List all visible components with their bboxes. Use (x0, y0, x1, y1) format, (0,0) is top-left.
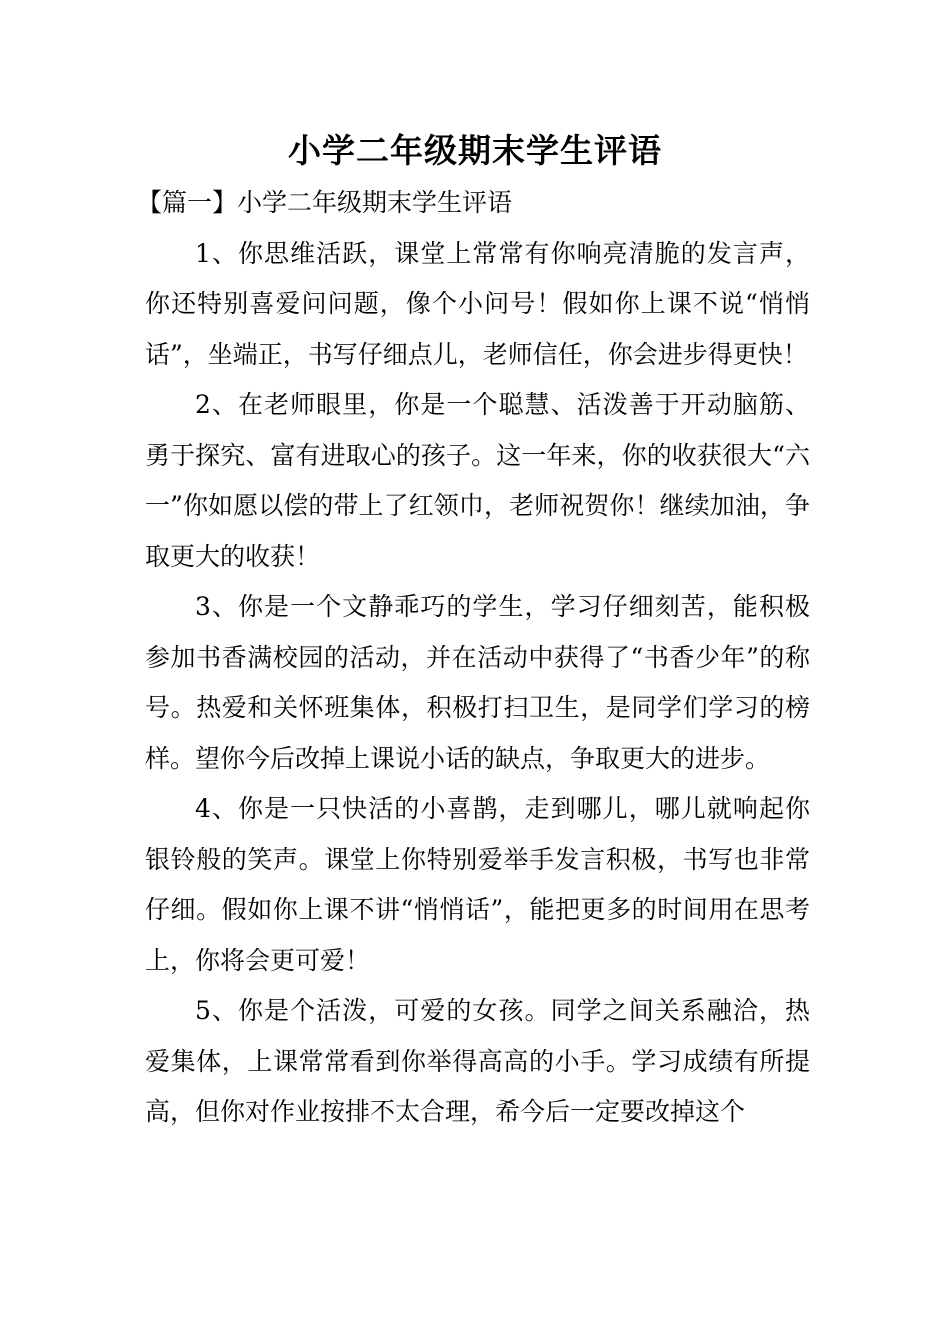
document-body (137, 178, 810, 1138)
section-heading: 【篇一】小学二年级期末学生评语 (137, 188, 513, 217)
paragraph-3: 3、你是一个文静乖巧的学生，学习仔细刻苦，能积极参加书香满校园的活动，并在活动中获得了“书香少年”的称号。热爱和关怀班集体，积极打扫卫生，是同学们学习的榜样。望你今后改掉上课说小话的缺点，争取更大的进步。 (145, 592, 810, 773)
paragraph-2: 2、在老师眼里，你是一个聪慧、活泼善于开动脑筋、勇于探究、富有进取心的孩子。这一年来，你的收获很大“六一”你如愿以偿的带上了红领巾，老师祝贺你！继续加油，争取更大的收获！ (145, 390, 810, 571)
paragraph-5: 5、你是个活泼，可爱的女孩。同学之间关系融洽，热爱集体，上课常常看到你举得高高的小手。学习成绩有所提高，但你对作业按排不太合理，希今后一定要改掉这个 (145, 996, 810, 1126)
page-title: 小学二年级期末学生评语 (288, 131, 662, 170)
paragraph-4: 4、你是一只快活的小喜鹊，走到哪儿，哪儿就响起你银铃般的笑声。课堂上你特别爱举手发言积极，书写也非常仔细。假如你上课不讲“悄悄话”，能把更多的时间用在思考上，你将会更可爱！ (145, 794, 810, 975)
paragraph-1: 1、你思维活跃，课堂上常常有你响亮清脆的发言声，你还特别喜爱问问题，像个小问号！假如你上课不说“悄悄话”，坐端正，书写仔细点儿，老师信任，你会进步得更快！ (145, 238, 810, 369)
